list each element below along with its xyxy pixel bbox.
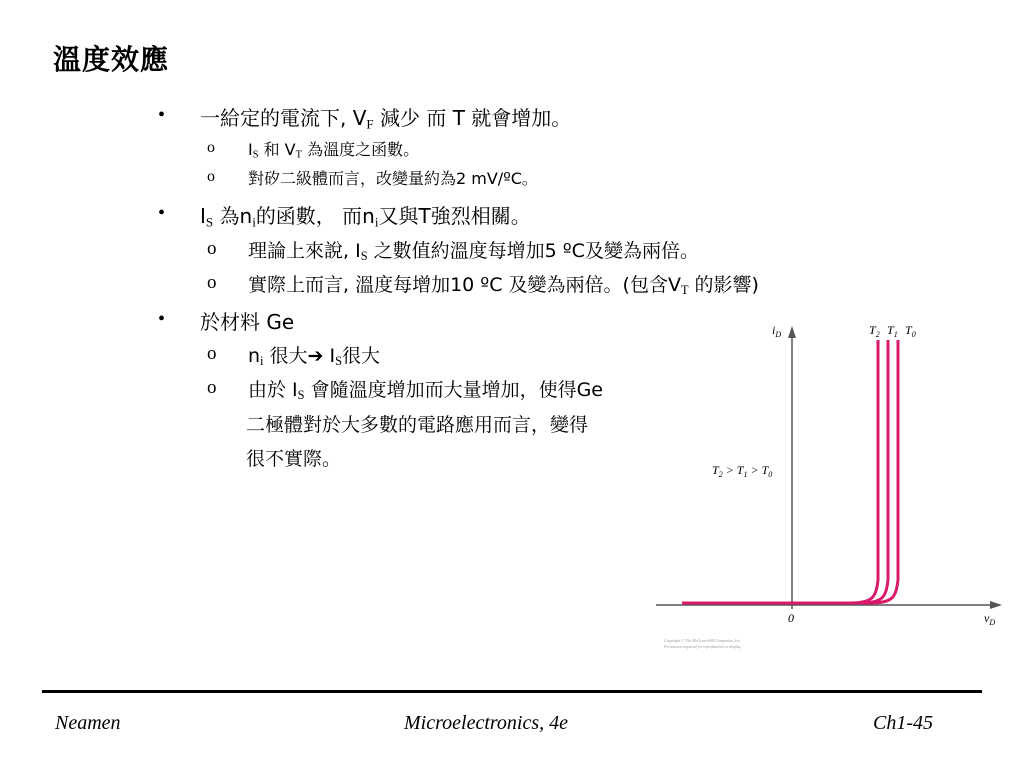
bullet-2-text-c: 的函數， 而n	[255, 204, 375, 228]
bullet-2-sub-c: i	[374, 214, 379, 230]
bullet-1-1-sub-a: S	[252, 149, 259, 161]
series-label-t0: $T_0$	[905, 323, 916, 339]
x-axis-arrow	[990, 601, 1002, 609]
sub-marker: o	[207, 238, 217, 259]
bullet-3-2-sub: S	[297, 388, 305, 403]
series-label-t1: $T_1$	[887, 323, 898, 339]
y-axis-arrow	[788, 326, 796, 338]
bullet-3-2-line-3: 很不實際。	[246, 448, 342, 470]
y-axis-label: $i_D$	[772, 323, 782, 339]
sub-marker: o	[207, 139, 215, 156]
bullet-3-2-text-a: 由於 I	[248, 379, 298, 401]
x-axis-label: $v_D$	[984, 611, 996, 627]
bullet-1-text-a: 一給定的電流下, V	[200, 106, 367, 130]
bullet-1	[200, 102, 571, 131]
bullet-2-2-text-b: 的影響)	[688, 274, 759, 296]
series-label-t2: $T_2$	[869, 323, 880, 339]
bullet-3-1-text-d: 很大	[341, 345, 380, 367]
origin-label: 0	[788, 611, 794, 625]
bullet-3: 於材料 Ge	[200, 310, 295, 334]
bullet-1-1	[248, 137, 419, 160]
bullet-2-2-sub: T	[680, 283, 689, 298]
bullet-3-1-sub-c: S	[335, 354, 342, 369]
sub-marker: o	[207, 272, 217, 293]
bullet-1-1-sub-b: T	[295, 149, 302, 161]
temperature-annotation: $T_2 > T_1 > T_0$	[712, 463, 773, 479]
bullet-3-2-text-b: 會隨溫度增加而大量增加，使得Ge	[304, 379, 603, 401]
copyright-line-1: Copyright © The McGraw-Hill Companies, Inc.	[664, 638, 742, 643]
bullet-3-1-text-b: 很大	[263, 345, 308, 367]
bullet-2-sub-a: S	[205, 214, 214, 230]
bullet-2-2-text-a: 實際上而言, 溫度每增加10 ºC 及變為兩倍。(包含V	[248, 274, 681, 296]
right-arrow-icon: ➔	[307, 345, 324, 367]
bullet-2-1-text-a: 理論上來說, I	[248, 240, 361, 262]
bullet-1-1-text-b: 和 V	[258, 140, 296, 159]
bullet-2-text-d: 又與T強烈相關。	[378, 204, 531, 228]
bullet-marker: •	[158, 104, 166, 126]
bullet-3-2-line-1	[248, 375, 603, 402]
bullet-1-2: 對矽二級體而言，改變量約為2 mV/ºC。	[248, 169, 538, 188]
bullet-3-1-sub-a: i	[260, 354, 264, 369]
bullet-2-1-sub: S	[360, 249, 368, 264]
bullet-2-text-b: 為n	[213, 204, 253, 228]
bullet-2-text-a: I	[200, 204, 206, 228]
bullet-2-2	[248, 270, 759, 297]
diode-iv-chart	[650, 318, 1010, 658]
bullet-1-text-b: 減少 而 T 就會增加。	[373, 106, 572, 130]
bullet-1-1-text-a: I	[248, 140, 253, 159]
footer-rule	[42, 690, 982, 693]
bullet-marker: •	[158, 202, 166, 224]
bullet-3-2-line-2: 二極體對於大多數的電路應用而言，變得	[246, 414, 589, 436]
sub-marker: o	[207, 377, 217, 398]
bullet-2-1	[248, 236, 699, 263]
bullet-2	[200, 200, 531, 229]
slide-title: 溫度效應	[53, 43, 170, 76]
sub-marker: o	[207, 168, 215, 185]
bullet-1-sub: F	[366, 116, 374, 132]
bullet-1-1-text-c: 為溫度之函數。	[301, 140, 420, 159]
footer-author: Neamen	[55, 712, 121, 734]
bullet-3-1-text-c: I	[323, 345, 336, 367]
footer-book-title: Microelectronics, 4e	[404, 712, 569, 734]
sub-marker: o	[207, 343, 217, 364]
bullet-marker: •	[158, 308, 166, 330]
bullet-3-1-text-a: n	[248, 345, 261, 367]
copyright-line-2: Permission required for reproduction or display.	[664, 644, 742, 649]
bullet-2-1-text-b: 之數值約溫度每增加5 ºC及變為兩倍。	[367, 240, 699, 262]
bullet-2-sub-b: i	[252, 214, 256, 230]
bullet-3-1	[248, 341, 380, 368]
footer-page-number: Ch1-45	[873, 712, 933, 734]
